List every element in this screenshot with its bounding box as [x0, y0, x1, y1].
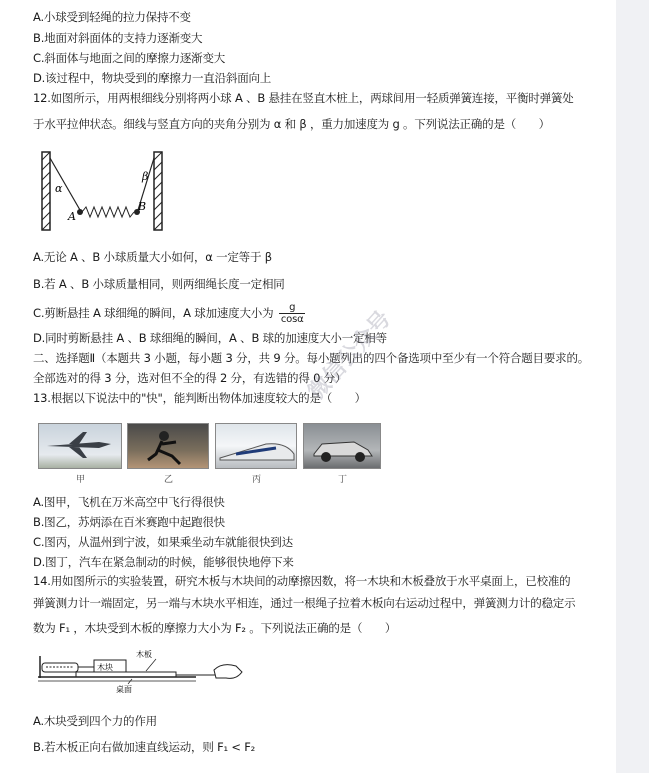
q14-option-b: B.若木板正向右做加速直线运动，则 F₁ < F₂: [33, 740, 256, 754]
photo-sprinter: [127, 423, 209, 469]
q12-stem-line1: 12.如图所示，用两根细线分别将两小球 A 、B 悬挂在竖直木桩上，两球间用一轻质弹簧连接，平衡时弹簧处: [33, 91, 574, 105]
g-over-cos-alpha-fraction: [279, 302, 306, 325]
section2-heading-line2: 全部选对的得 3 分，选对但不全的得 2 分，有选错的得 0 分）: [33, 371, 347, 385]
block-label: 木块: [97, 663, 113, 672]
photo-braking-car: [303, 423, 381, 469]
q12-option-d: D.同时剪断悬挂 A 、B 球细绳的瞬间，A 、B 球的加速度大小一定相等: [33, 331, 387, 345]
pulling-hand: [214, 665, 242, 679]
q11-option-b: B.地面对斜面体的支持力逐渐变大: [33, 31, 203, 45]
q11-option-c: C.斜面体与地面之间的摩擦力逐渐变大: [33, 51, 226, 65]
q13-option-d: D.图丁，汽车在紧急制动的时候，能够很快地停下来: [33, 555, 294, 569]
q12-option-b: B.若 A 、B 小球质量相同，则两细绳长度一定相同: [33, 277, 285, 291]
board-label: 木板: [136, 650, 152, 659]
photo-airplane: [38, 423, 122, 469]
caption-yi: 乙: [164, 475, 174, 485]
fraction-denominator: cosα: [280, 314, 304, 325]
caption-bing: 丙: [252, 475, 262, 485]
ball-b-label: B: [138, 200, 147, 213]
angle-beta-label: β: [142, 170, 149, 183]
q14-option-a: A.木块受到四个力的作用: [33, 714, 157, 728]
q12-stem-line2: 于水平拉伸状态。细线与竖直方向的夹角分别为 α 和 β ，重力加速度为 g 。下列说法正确的是（ ）: [33, 117, 550, 131]
q13-stem: 13.根据以下说法中的"快"，能判断出物体加速度较大的是（ ）: [33, 391, 366, 405]
q14-stem-line3: 数为 F₁ ，木块受到木板的摩擦力大小为 F₂ 。下列说法正确的是（ ）: [33, 621, 397, 635]
q13-option-a: A.图甲，飞机在万米高空中飞行得很快: [33, 495, 225, 509]
section2-heading-line1: 二、选择题Ⅱ（本题共 3 小题，每小题 3 分，共 9 分。每小题列出的四个备选项中至少有一个符合题目要求的。: [33, 351, 590, 365]
q14-stem-line1: 14.用如图所示的实验装置，研究木板与木块间的动摩擦因数，将一木块和木板叠放于水平桌面上，已校准的: [33, 574, 571, 588]
q12-option-c-text: C.剪断悬挂 A 球细绳的瞬间，A 球加速度大小为: [33, 306, 274, 320]
q14-stem-line2: 弹簧测力计一端固定，另一端与木块水平相连，通过一根绳子拉着木板向右运动过程中，弹簧测力计的稳定示: [33, 596, 576, 610]
angle-alpha-label: α: [55, 182, 63, 195]
q14-friction-apparatus-figure: [36, 648, 246, 702]
q13-option-b: B.图乙，苏炳添在百米赛跑中起跑很快: [33, 515, 225, 529]
watermark: 微信公众号: [303, 306, 396, 406]
ball-a: [77, 209, 83, 215]
q11-option-d: D.该过程中，物块受到的摩擦力一直沿斜面向上: [33, 71, 272, 85]
caption-jia: 甲: [76, 475, 86, 485]
caption-ding: 丁: [338, 475, 348, 485]
q13-option-c: C.图丙，从温州到宁波，如果乘坐动车就能很快到达: [33, 535, 293, 549]
photo-bullet-train: [215, 423, 297, 469]
q12-option-c: [33, 302, 305, 325]
right-sidebar: [616, 0, 649, 773]
q11-option-a: A.小球受到轻绳的拉力保持不变: [33, 10, 191, 24]
q12-option-a: A.无论 A 、B 小球质量大小如何，α 一定等于 β: [33, 250, 272, 264]
q12-spring-figure: [38, 150, 168, 232]
table-label: 桌面: [116, 685, 132, 694]
ball-a-label: A: [68, 210, 76, 223]
fraction-numerator: g: [279, 302, 306, 314]
